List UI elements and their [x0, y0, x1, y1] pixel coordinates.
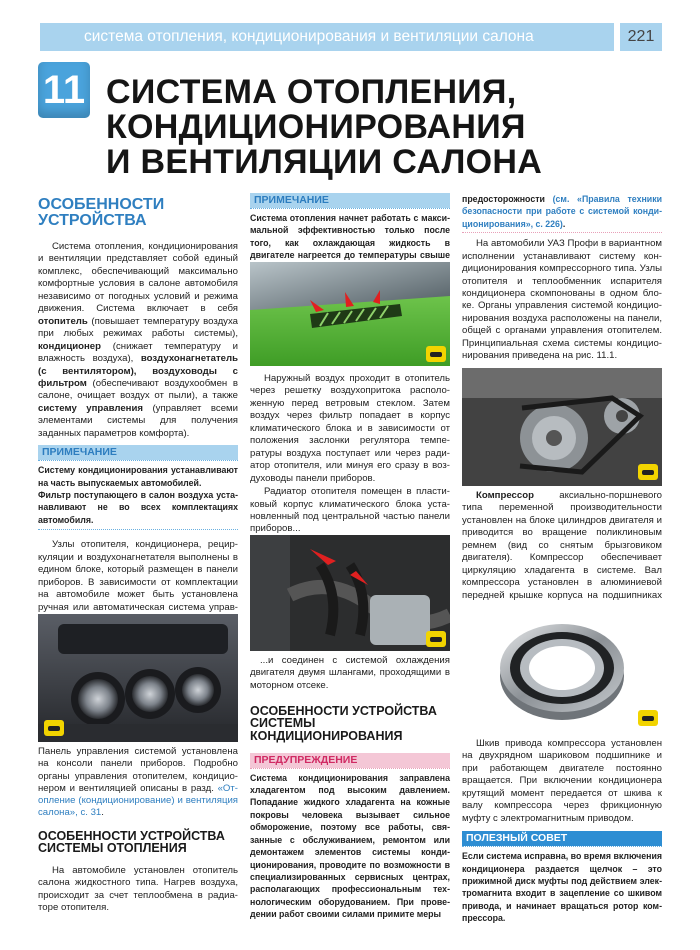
- column-1: [38, 197, 238, 627]
- air-intake-illustration: [250, 262, 450, 366]
- photo-caption: Панель управления системой установлена на консоли панели приборов. Подробно органы управления отопителем, кондиционером и вентиляцией описаны в разд. «Отопление (кондиционирование) и вентиляция салона», с. 31.: [38, 746, 238, 819]
- photo-compressor: [462, 368, 662, 486]
- paragraph: Радиатор отопителя помещен в пластиковый корпус климатического блока установленный под центральной частью панели приборов...: [250, 486, 450, 535]
- section-title-line: ОСОБЕННОСТИ: [38, 196, 165, 213]
- chapter-title-line: СИСТЕМА ОТОПЛЕНИЯ,: [106, 73, 517, 111]
- paragraph: Наружный воздух проходит в отопитель через решетку воздухопритока расположенную перед ветровым стеклом. Затем воздух через фильтр попадает в корпус климатического блока и в зависимости от положения заслонки регулятора температуры воздуха поступает или через радиатор отопителя, или минуя его сразу в воздуховоды панели приборов.: [250, 373, 450, 484]
- paragraph: Узлы отопителя, кондиционера, рециркуляции и воздухонагнетателя выполнены в едином блоке, который размещен в панели приборов. В зависимости от комплектации на автомобиле может быть установлена ручная или автоматическая система управ: [38, 539, 238, 613]
- section-title: [38, 197, 238, 229]
- column-1-lower: [38, 746, 238, 916]
- tip-label: ПОЛЕЗНЫЙ СОВЕТ: [462, 831, 662, 846]
- warning-text-continued: предосторожности (см. «Правила техники безопасности при работе с системой кондиционирования», с. 226).: [462, 194, 663, 229]
- section-title: ОСОБЕННОСТИ УСТРОЙСТВА СИСТЕМЫ КОНДИЦИОНИРОВАНИЯ: [250, 703, 437, 744]
- bearing-illustration: [462, 602, 662, 732]
- column-3-lower: [462, 738, 662, 925]
- photo-caption: ...и соединен с системой охлаждения двигателя двумя шлангами, проходящими в моторном отсеке.: [250, 655, 450, 691]
- column-2-lower: [250, 655, 450, 921]
- photo-heater-hoses: [250, 535, 450, 651]
- camera-badge-icon: [44, 720, 64, 736]
- paragraph: Компрессор аксиально-поршневого типа переменной производительности установлен на блоке цилиндров двигателя и приводится во вращение поликлиновым ремнем (вид со снятым брызговиком двигателя). Компрессор обеспечивает циркуляцию хладагента в системе. Вал компрессора установлен в алюминиевой передней крышке корпуса на подшипниках: [462, 490, 662, 601]
- camera-badge-icon: [426, 631, 446, 647]
- paragraph: Шкив привода компрессора установлен на двухрядном шариковом подшипнике и при работающем двигателе постоянно вращается. При включении кондиционера крутящий момент передается от шкива к валу компрессора через фрикционную муфту с электромагнитным приводом.: [462, 738, 662, 824]
- section-link[interactable]: «Отопление (кондиционирование) и вентиляция салона», с. 31: [38, 782, 238, 819]
- note-label: ПРИМЕЧАНИЕ: [38, 445, 238, 460]
- paragraph: Система отопления, кондиционирования и вентиляции представляет собой единый комплекс, обеспечивающий максимально комфортные условия в салоне автомобиля независимо от погодных условий и режима движения. Система включает в себя отопитель (повышает температуру воздуха при любых режимах работы системы), кондиционер (снижает температуру и влажность воздуха), воздухонагнетатель (с вентилятором), воздуховоды с фильтром (обеспечивают воздухообмен в салоне, очищает воздух от пыли), а также систему управления (управляет всеми элементами системы для получения заданных параметров комфорта).: [38, 241, 238, 439]
- note-label: ПРИМЕЧАНИЕ: [250, 193, 450, 208]
- safety-link[interactable]: (см. «Правила техники безопасности при работе с системой кондиционирования», с. 226): [462, 194, 663, 229]
- tip-text: Если система исправна, во время включения кондиционера раздается щелчок – это прижимной диск муфты под действием электромагнита входит в зацепление со шкивом привода, и начинает вращаться ротор компрессора.: [462, 851, 662, 924]
- chapter-number: 11: [42, 68, 86, 112]
- photo-air-intake: [250, 262, 450, 366]
- control-panel-illustration: [38, 614, 238, 742]
- section-title: ОСОБЕННОСТИ УСТРОЙСТВА СИСТЕМЫ ОТОПЛЕНИЯ: [38, 828, 225, 856]
- paragraph: На автомобиле установлен отопитель салона жидкостного типа. Нагрев воздуха, происходит за счет теплообмена в радиаторе отопителя.: [38, 864, 238, 914]
- heater-hoses-illustration: [250, 535, 450, 651]
- page-number: 221: [620, 23, 662, 51]
- photo-control-panel: [38, 614, 238, 742]
- column-2-middle: [250, 373, 450, 537]
- warning-label: ПРЕДУПРЕЖДЕНИЕ: [250, 753, 450, 768]
- section-title-line: УСТРОЙСТВА: [38, 212, 147, 229]
- compressor-illustration: [462, 368, 662, 486]
- chapter-title-line: И ВЕНТИЛЯЦИИ САЛОНА: [106, 143, 543, 181]
- chapter-title-line: КОНДИЦИОНИРОВАНИЯ: [106, 108, 526, 146]
- camera-badge-icon: [638, 710, 658, 726]
- camera-badge-icon: [638, 464, 658, 480]
- photo-bearing: [462, 602, 662, 732]
- camera-badge-icon: [426, 346, 446, 362]
- warning-text: Система кондиционирования заправлена хладагентом под высоким давлением. Попадание жидкого хладагента на кожные покровы человека вызывает сильное обморожение, поэтому все работы, связанные с обслуживанием, ремонтом или демонтажем элементов системы кондиционирования, проводите по возможности в специализированных сервисных центрах, располагающих профессиональным технологическим оборудованием. При проведении работ своими силами примите меры: [250, 772, 450, 920]
- running-header-title: система отопления, кондиционирования и вентиляции салона: [84, 28, 534, 45]
- note-text: Систему кондиционирования устанавливают на часть выпускаемых автомобилей. Фильтр поступающего в салон воздуха устанавливают не во всех комплектациях автомобиля.: [38, 465, 238, 525]
- paragraph: На автомобили УАЗ Профи в вариантном исполнении устанавливают систему кондиционирования компрессорного типа. Узлы отопителя и теплообменник испарителя кондиционера скомпонованы в одном блоке. Органы управления системой кондиционирования воздуха расположены на панели, общей с органами управления отопителем. Принципиальная схема системы кондиционирования приведена на рис. 11.1.: [462, 238, 662, 362]
- note-text: Система отопления начнет работать с максимальной эффективностью только после того, как охлаждающая жидкость в двигателе нагреется до температуры свыше: [250, 213, 450, 261]
- column-3: [462, 193, 662, 364]
- chapter-title: [106, 75, 696, 180]
